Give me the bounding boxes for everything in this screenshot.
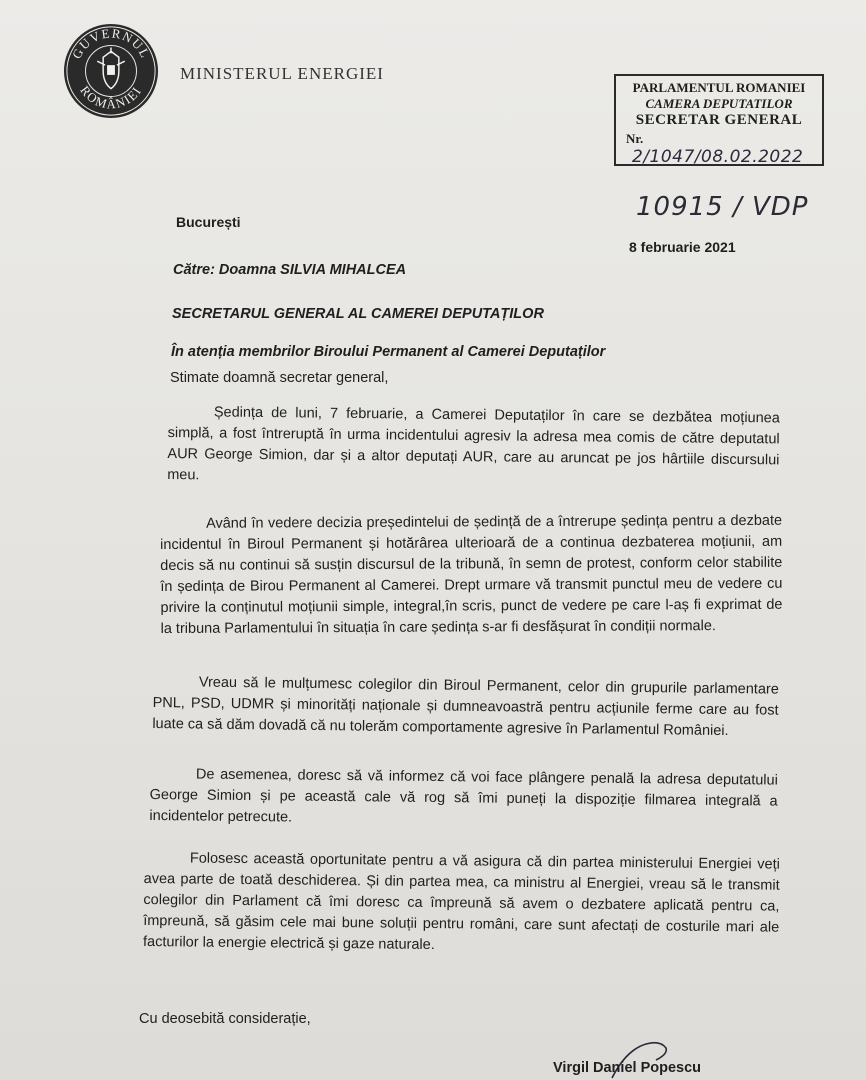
recipient-title: SECRETARUL GENERAL AL CAMEREI DEPUTAȚILOR (172, 306, 544, 322)
signatory-name: Virgil Daniel Popescu (553, 1060, 702, 1076)
stamp-number-row (616, 131, 822, 167)
stamp-line-1: PARLAMENTUL ROMANIEI (632, 80, 806, 95)
stamp-nr-value: 2/1047/08.02.2022 (632, 147, 804, 167)
seal-text-bottom: ROMÂNIEI (77, 83, 145, 112)
letter-recipient: Către: Doamna SILVIA MIHALCEA (173, 262, 407, 278)
paragraph-3: Vreau să le mulțumesc colegilor din Biroul Permanent, celor din grupurile parlamentare PNL, PSD, UDMR și minorități naționale și dumneavoastră pentru acțiunile ferme care au fost luate ca să dăm dovadă că nu tolerăm comportamente agresive în Parlamentul României. (152, 674, 779, 740)
stamp-nr-label: Nr. (626, 131, 644, 146)
handwritten-registration-number: 10915 / VDP (636, 192, 809, 222)
letter-date: 8 februarie 2021 (629, 239, 736, 255)
registration-stamp (614, 74, 824, 166)
seal-text-top: GUVERNUL (69, 26, 153, 62)
paragraph-4: De asemenea, doresc să vă informez că voi face plângere penală la adresa deputatului George Simion și pe această cale vă rog să îmi puneți la dispoziție filmarea integrală a incidentelor petrecute. (149, 766, 778, 826)
paragraph-5: Folosesc această oportunitate pentru a vă asigura că din partea ministerului Energiei veți avea parte de toată deschiderea. Și din partea mea, ca ministru al Energiei, vreau să le transmit colegilor din Parlament că îmi doresc ca împreună să avem o dezbatere aplicată pentru ca, împreună, să găsim cele mai bune soluții pentru români, care sunt afectați de costurile mari ale facturilor la energie electrică și gaze naturale. (142, 850, 780, 954)
paragraph-1: Ședința de luni, 7 februarie, a Camerei Deputaților în care se dezbătea moțiunea simplă, a fost întreruptă în urma incidentului agresiv la adresa mea comis de către deputatul AUR George Simion, dar și a altor deputați AUR, care au aruncat pe jos hârtiile discursului meu. (167, 404, 780, 484)
closing-line: Cu deosebită considerație, (139, 1011, 311, 1027)
paragraph-2: Având în vedere decizia președintelui de ședință de a întrerupe ședința pentru a dezbate incidentul în Biroul Permanent și hotărârea ulterioară de a continua dezbaterea moțiunii, am decis să nu continui să susțin discursul de la tribună, în semn de protest, conform celor stabilite în ședința de Birou Permanent al Camerei. Drept urmare vă transmit punctul meu de vedere cu privire la conținutul moțiunii simple, integral,în scris, punct de vedere pe care l-aș fi exprimat de la tribuna Parlamentului în situația în care ședința s-ar fi desfășurat în condiții normale. (160, 512, 783, 637)
ministry-name: MINISTERUL ENERGIEI (180, 64, 384, 83)
attention-line: În atenția membrilor Biroului Permanent al Camerei Deputaților (171, 344, 606, 360)
greeting: Stimate doamnă secretar general, (170, 370, 389, 386)
stamp-line-2: CAMERA DEPUTATILOR (645, 96, 793, 111)
government-seal-icon (62, 22, 160, 120)
stamp-line-3: SECRETAR GENERAL (635, 112, 803, 128)
letter-city: București (176, 214, 241, 230)
